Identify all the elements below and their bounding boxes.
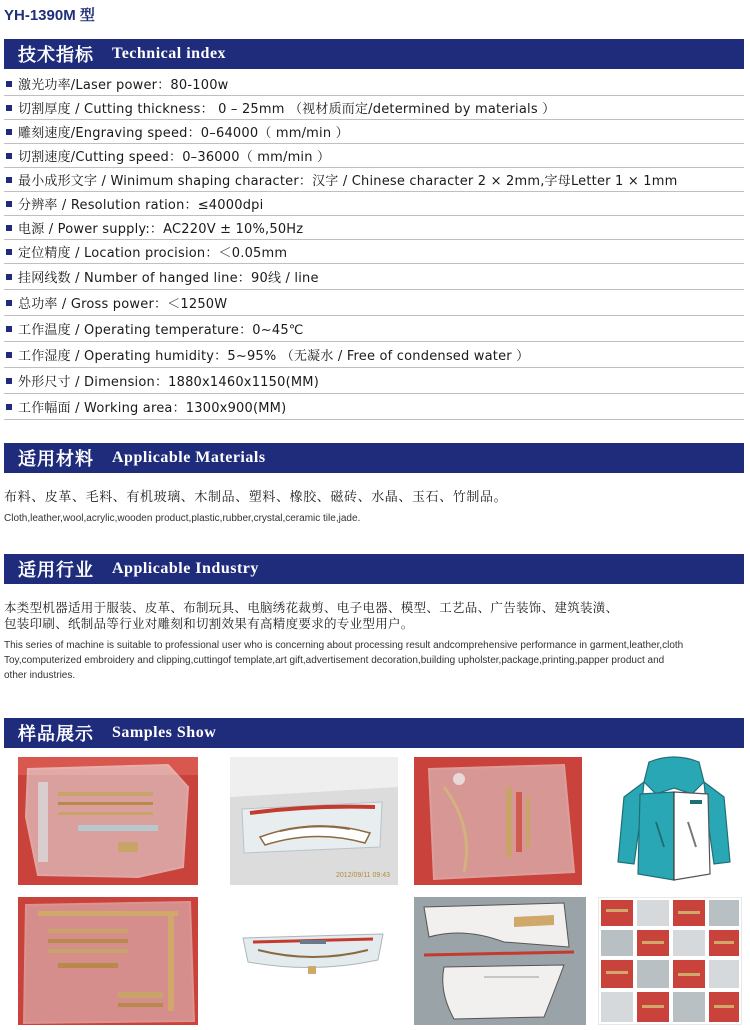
bullet-icon: [6, 326, 12, 332]
spec-row: 工作温度 / Operating temperature：0~45℃: [4, 316, 744, 342]
section-title-en: Technical index: [112, 45, 227, 62]
section-header-technical: [4, 39, 744, 69]
bullet-icon: [6, 153, 12, 159]
spec-row: 外形尺寸 / Dimension：1880x1460x1150(MM): [4, 368, 744, 394]
section-title-en: Samples Show: [112, 724, 217, 741]
spec-row: 最小成形文字 / Winimum shaping character：汉字 / Chinese character 2 × 2mm,字母Letter 1 × 1mm: [4, 168, 744, 192]
bullet-icon: [6, 105, 12, 111]
bullet-icon: [6, 378, 12, 384]
spec-row: 分辨率 / Resolution ration：≤4000dpi: [4, 192, 744, 216]
industry-en-line-3: other industries.: [4, 670, 76, 681]
spec-list: [4, 72, 744, 420]
sample-photo-jacket: [604, 752, 742, 887]
sample-photo-acrylic-template: [18, 757, 198, 885]
sample-photo-collage: [598, 897, 742, 1025]
model-title: YH-1390M 型: [4, 7, 95, 24]
section-header-industry: [4, 554, 744, 584]
spec-row: 挂网线数 / Number of hanged line：90线 / line: [4, 264, 744, 290]
bullet-icon: [6, 300, 12, 306]
spec-row: 定位精度 / Location procision：＜0.05mm: [4, 240, 744, 264]
bullet-icon: [6, 249, 12, 255]
spec-row: 雕刻速度/Engraving speed：0–64000（ mm/min ）: [4, 120, 744, 144]
industry-cn-line-2: 包装印刷、纸制品等行业对雕刻和切割效果有高精度要求的专业型用户。: [4, 616, 414, 631]
sample-photo-acrylic-piece: [230, 757, 398, 885]
section-title-cn: 适用材料: [18, 449, 94, 470]
industry-en-line-1: This series of machine is suitable to professional user who is concerning about processing result andcomprehensive performance in garment,leather,cloth: [4, 640, 684, 651]
sample-photo-acrylic-strips: [18, 897, 198, 1025]
section-header-samples: [4, 718, 744, 748]
sample-photo-pattern-template: [414, 757, 582, 885]
materials-cn-text: 布料、皮革、毛料、有机玻璃、木制品、塑料、橡胶、磁砖、水晶、玉石、竹制品。: [4, 490, 508, 505]
spec-row: 切割厚度 / Cutting thickness： 0 – 25mm （视材质而定/determined by materials ）: [4, 96, 744, 120]
sample-photo-acrylic-bowl: [238, 930, 388, 975]
bullet-icon: [6, 201, 12, 207]
section-title-cn: 适用行业: [18, 560, 94, 581]
bullet-icon: [6, 352, 12, 358]
spec-row: 工作幅面 / Working area：1300x900(MM): [4, 394, 744, 420]
spec-row: 激光功率/Laser power：80-100w: [4, 72, 744, 96]
materials-en-text: Cloth,leather,wool,acrylic,wooden product,plastic,rubber,crystal,ceramic tile,jade.: [4, 513, 361, 524]
bullet-icon: [6, 81, 12, 87]
section-title-cn: 样品展示: [18, 724, 94, 745]
bullet-icon: [6, 404, 12, 410]
spec-row: 切割速度/Cutting speed：0–36000（ mm/min ）: [4, 144, 744, 168]
bullet-icon: [6, 225, 12, 231]
section-title-cn: 技术指标: [18, 45, 94, 66]
industry-en-line-2: Toy,computerized embroidery and clipping,cuttingof template,art gift,advertisement decoration,building upholster,package,printing,papper product and: [4, 655, 665, 666]
industry-cn-line-1: 本类型机器适用于服装、皮革、布制玩具、电脑绣花裁剪、电子电器、模型、工艺品、广告装饰、建筑装潢、: [4, 600, 619, 615]
spec-row: 总功率 / Gross power：＜1250W: [4, 290, 744, 316]
photo-timestamp: 2012/09/11 09:43: [336, 872, 390, 879]
bullet-icon: [6, 177, 12, 183]
spec-row: 电源 / Power supply:：AC220V ± 10%,50Hz: [4, 216, 744, 240]
section-title-en: Applicable Industry: [112, 560, 259, 577]
bullet-icon: [6, 129, 12, 135]
sample-photo-fabric-patterns: [414, 897, 586, 1025]
spec-row: 工作湿度 / Operating humidity：5~95% （无凝水 / Free of condensed water ）: [4, 342, 744, 368]
section-header-materials: [4, 443, 744, 473]
bullet-icon: [6, 274, 12, 280]
section-title-en: Applicable Materials: [112, 449, 266, 466]
